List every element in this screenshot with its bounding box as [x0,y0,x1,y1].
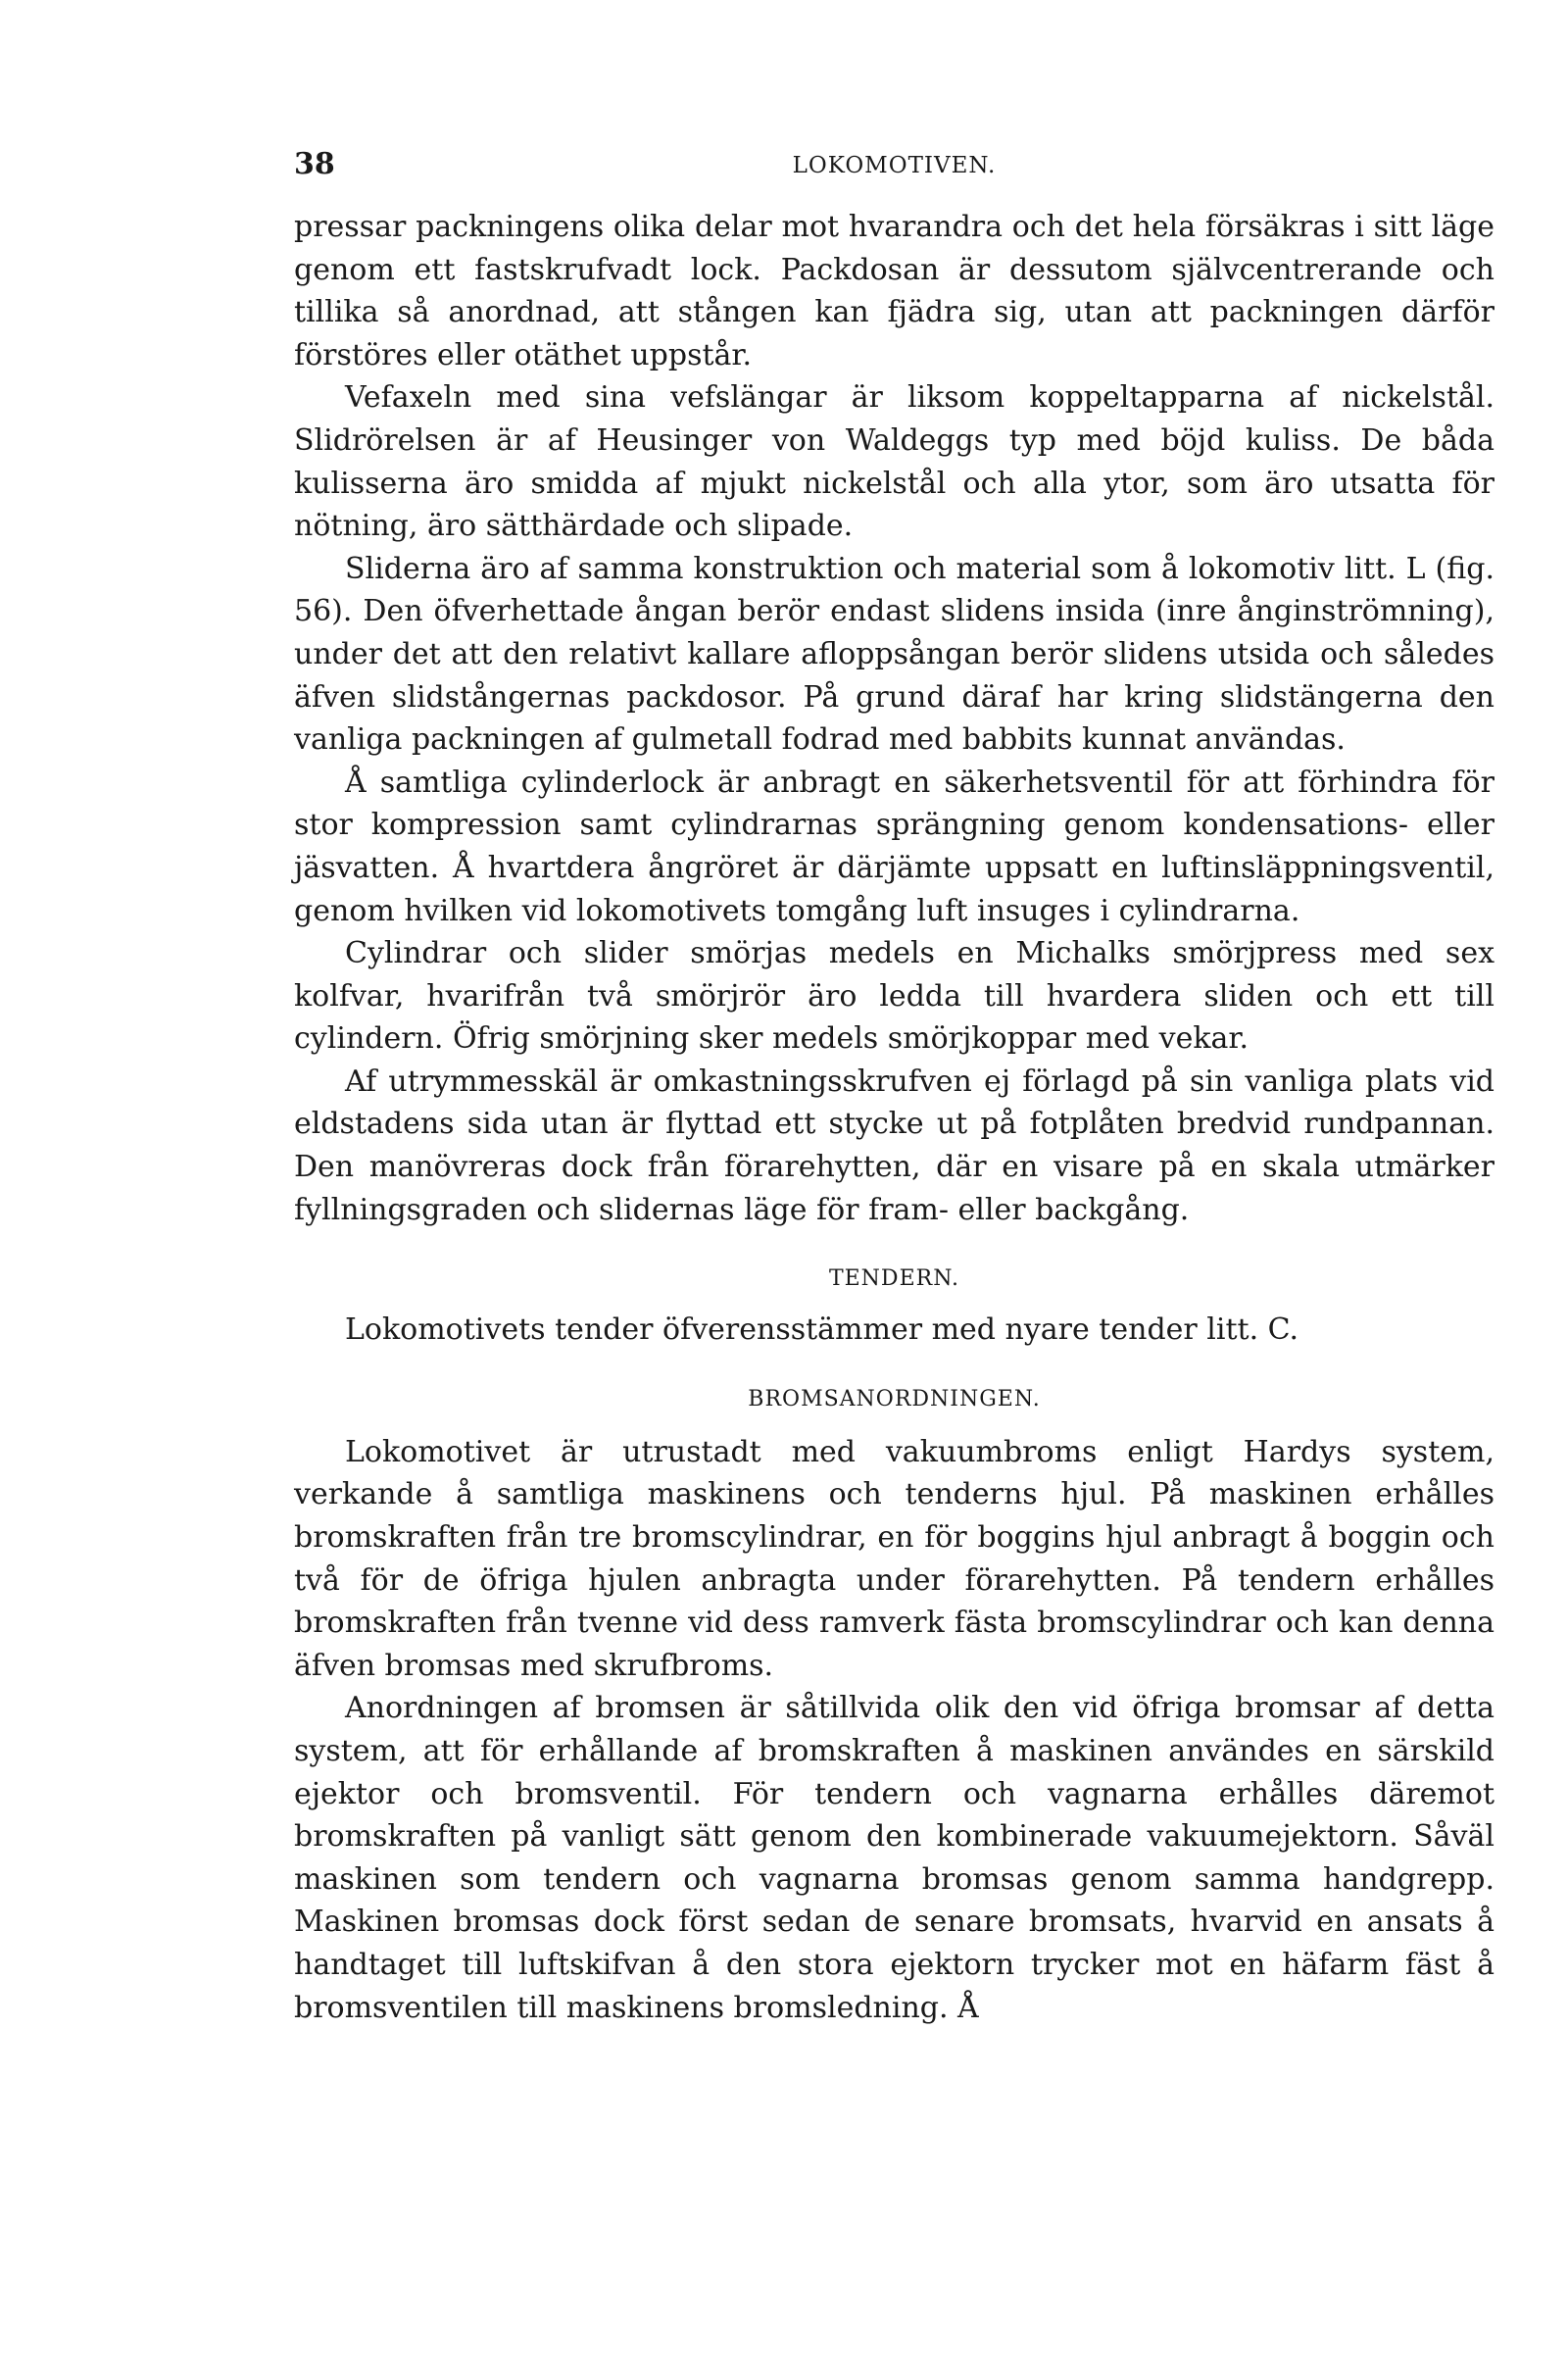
book-page [294,147,1494,2029]
paragraph-cylinderlock: Å samtliga cylinderlock är anbragt en säkerhetsventil för att förhindra för stor kompression samt cylindrarnas sprängning genom kondensations- eller jäsvatten. Å hvartdera ångröret är därjämte uppsatt en luftinsläppningsventil, genom hvilken vid lokomotivets tomgång luft insuges i cylindrarna. [294,765,1494,928]
paragraph-bromsanordning: Anordningen af bromsen är såtillvida olik den vid öfriga bromsar af detta system, att för erhållande af bromskraften å maskinen användes en särskild ejektor och bromsventil. För tendern och vagnarna erhålles däremot bromskraften på vanligt sätt genom den kombinerade vakuumejektorn. Såväl maskinen som tendern och vagnarna bromsas genom samma handgrepp. Maskinen bromsas dock först sedan de senare bromsats, hvarvid en ansats å handtaget till luftskifvan å den stora ejektorn trycker mot en häfarm fäst å bromsventilen till maskinens bromsledning. Å [294,1691,1494,2025]
paragraph-omkastning: Af utrymmesskäl är omkastningsskrufven ej förlagd på sin vanliga plats vid eldstadens sida utan är flyttad ett stycke ut på fotplåten bredvid rundpannan. Den manövreras dock från förarehytten, där en visare på en skala utmärker fyllningsgraden och slidernas läge för fram- eller backgång. [294,1064,1494,1227]
section-heading-bromsanordningen: BROMSANORDNINGEN. [748,1386,1041,1411]
paragraph-vakuumbroms: Lokomotivet är utrustadt med vakuumbroms enligt Hardys system, verkande å samtliga maskinens och tenderns hjul. På maskinen erhålles bromskraften från tre bromscylindrar, en för boggins hjul anbragt å boggin och två för de öfriga hjulen anbragta under förarehytten. På tendern erhålles bromskraften från tvenne vid dess ramverk fästa bromscylindrar och kan denna äfven bromsas med skrufbroms. [294,1434,1494,1683]
paragraph-tender: Lokomotivets tender öfverensstämmer med nyare tender litt. C. [345,1312,1299,1348]
page-number: 38 [294,147,335,181]
running-header [294,147,1494,190]
paragraph-continuation: pressar packningens olika delar mot hvarandra och det hela försäkras i sitt läge genom ett fastskrufvadt lock. Packdosan är dessutom självcentrerande och tillika så anordnad, att stången kan fjädra sig, utan att packningen därför förstöres eller otäthet uppstår. [294,210,1494,372]
running-title: LOKOMOTIVEN. [792,153,997,178]
section-heading-tendern: TENDERN. [828,1266,960,1292]
paragraph-smorjning: Cylindrar och slider smörjas medels en Michalks smörjpress med sex kolfvar, hvarifrån två smörjrör äro ledda till hvardera sliden och ett till cylindern. Öfrig smörjning sker medels smörjkoppar med vekar. [294,936,1494,1057]
paragraph-vefaxeln: Vefaxeln med sina vefslängar är liksom koppeltapparna af nickelstål. Slidrörelsen är af Heusinger von Waldeggs typ med böjd kuliss. De båda kulisserna äro smidda af mjukt nickelstål och alla ytor, som äro utsatta för nötning, äro sätthärdade och slipade. [294,380,1494,544]
paragraph-sliderna: Sliderna äro af samma konstruktion och material som å lokomotiv litt. L (fig. 56). Den öfverhettade ångan berör endast slidens insida (inre ånginströmning), under det att den relativt kallare afloppsångan berör slidens utsida och således äfven slidstångernas packdosor. På grund däraf har kring slidstängerna den vanliga packningen af gulmetall fodrad med babbits kunnat användas. [294,551,1494,758]
